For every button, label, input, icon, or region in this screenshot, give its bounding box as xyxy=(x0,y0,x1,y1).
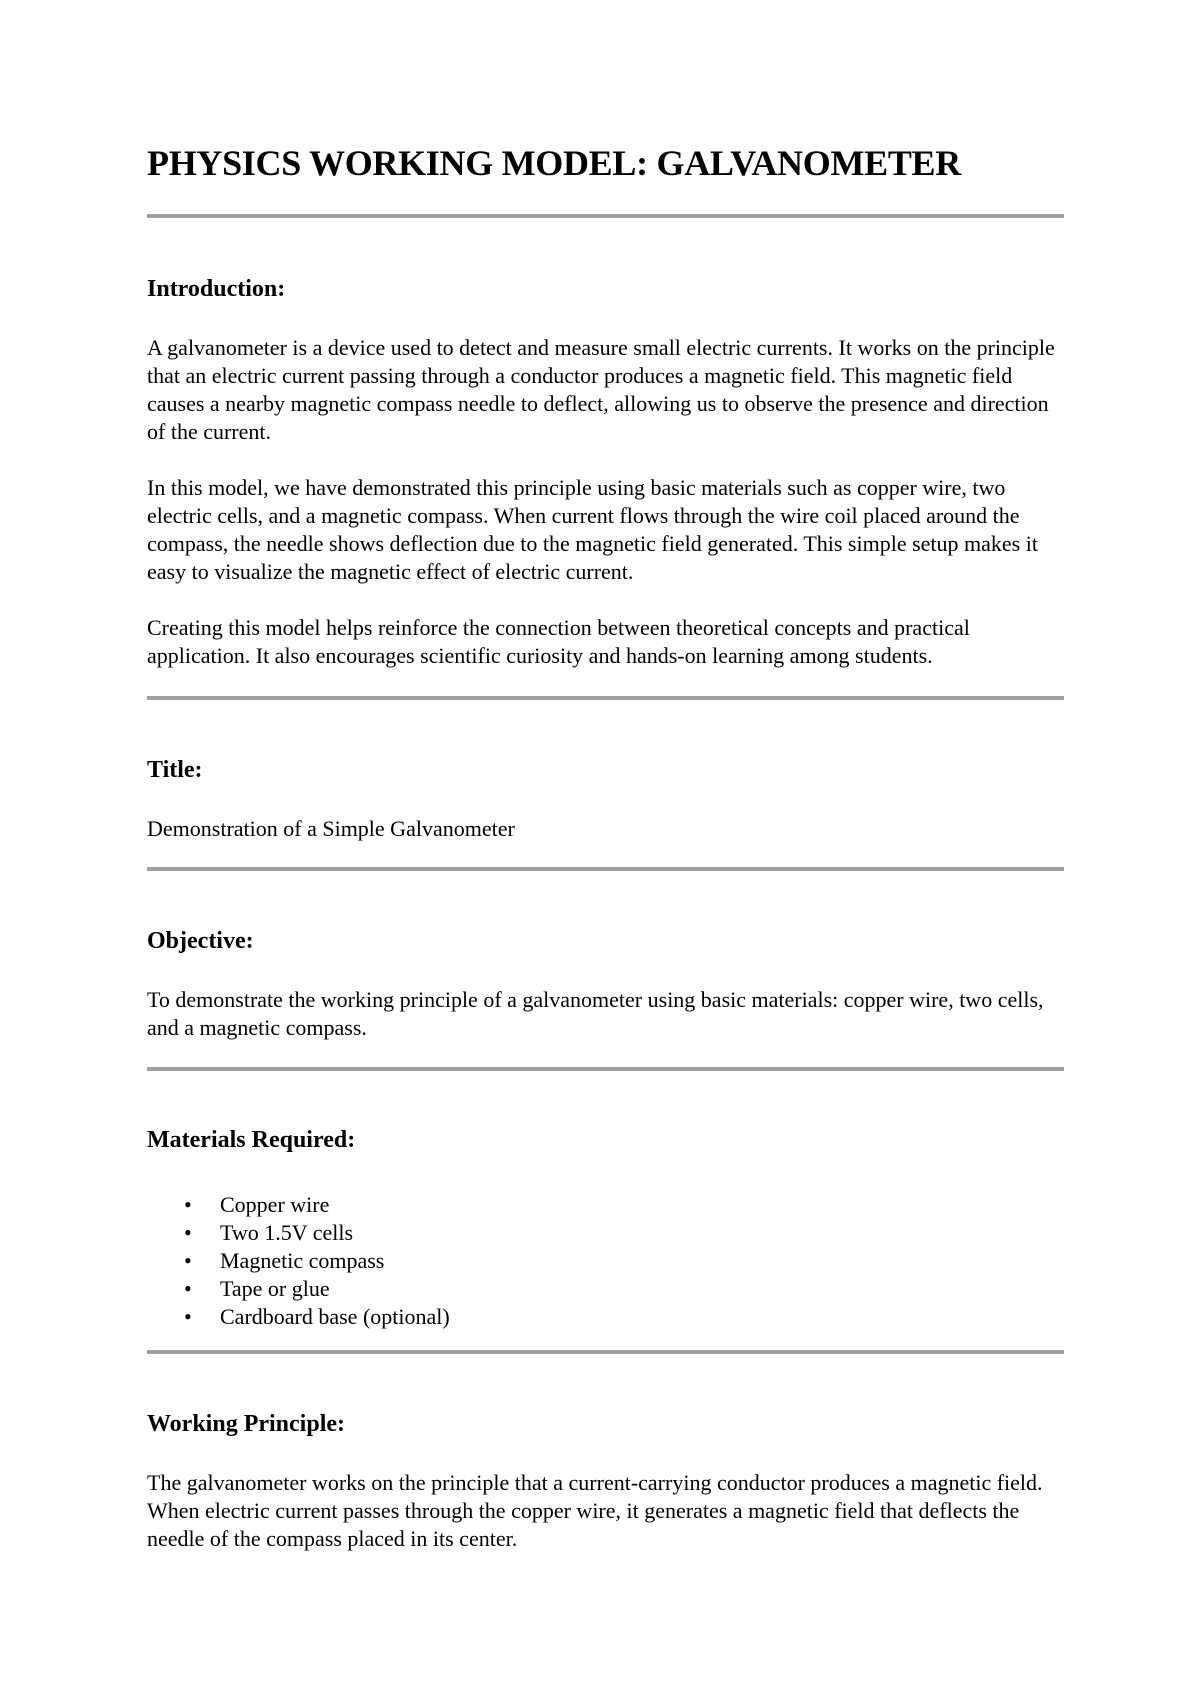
list-item xyxy=(147,1219,450,1247)
bullet-icon: • xyxy=(184,1220,192,1245)
bullet-icon: • xyxy=(184,1304,192,1329)
introduction-paragraph-1: A galvanometer is a device used to detect and measure small electric currents. It works on the principle that an electric current passing through a conductor produces a magnetic field. This magnetic field causes a nearby magnetic compass needle to deflect, allowing us to observe the presence and direction of the current. xyxy=(147,335,1055,444)
section-divider xyxy=(147,1067,1064,1071)
section-divider xyxy=(147,1350,1064,1354)
bullet-icon: • xyxy=(184,1248,192,1273)
materials-heading: Materials Required: xyxy=(147,1127,356,1153)
bullet-icon: • xyxy=(184,1192,192,1217)
title-heading: Title: xyxy=(147,757,203,783)
list-item xyxy=(147,1247,450,1275)
materials-list xyxy=(147,1191,450,1331)
list-item xyxy=(147,1275,450,1303)
working-principle-heading: Working Principle: xyxy=(147,1411,345,1437)
introduction-paragraph-2: In this model, we have demonstrated this principle using basic materials such as copper wire, two electric cells, and a magnetic compass. When current flows through the wire coil placed around the compass, the needle shows deflection due to the magnetic field generated. This simple setup makes it easy to visualize the magnetic effect of electric current. xyxy=(147,475,1038,584)
list-item xyxy=(147,1191,450,1219)
list-item-text: Cardboard base (optional) xyxy=(220,1304,450,1329)
section-divider xyxy=(147,214,1064,218)
title-text: Demonstration of a Simple Galvanometer xyxy=(147,816,515,841)
list-item-text: Magnetic compass xyxy=(220,1248,385,1273)
introduction-paragraph-3: Creating this model helps reinforce the connection between theoretical concepts and practical application. It also encourages scientific curiosity and hands-on learning among students. xyxy=(147,615,970,668)
introduction-heading: Introduction: xyxy=(147,276,286,302)
list-item-text: Two 1.5V cells xyxy=(220,1220,354,1245)
section-divider xyxy=(147,696,1064,700)
bullet-icon: • xyxy=(184,1276,192,1301)
working-principle-text: The galvanometer works on the principle that a current-carrying conductor produces a magnetic field. When electric current passes through the copper wire, it generates a magnetic field that deflects the needle of the compass placed in its center. xyxy=(147,1470,1043,1551)
list-item xyxy=(147,1303,450,1331)
list-item-text: Copper wire xyxy=(220,1192,330,1217)
page-title: PHYSICS WORKING MODEL: GALVANOMETER xyxy=(147,143,961,183)
list-item-text: Tape or glue xyxy=(220,1276,330,1301)
objective-text: To demonstrate the working principle of a galvanometer using basic materials: copper wire, two cells, and a magnetic compass. xyxy=(147,987,1044,1040)
objective-heading: Objective: xyxy=(147,928,254,954)
section-divider xyxy=(147,867,1064,871)
